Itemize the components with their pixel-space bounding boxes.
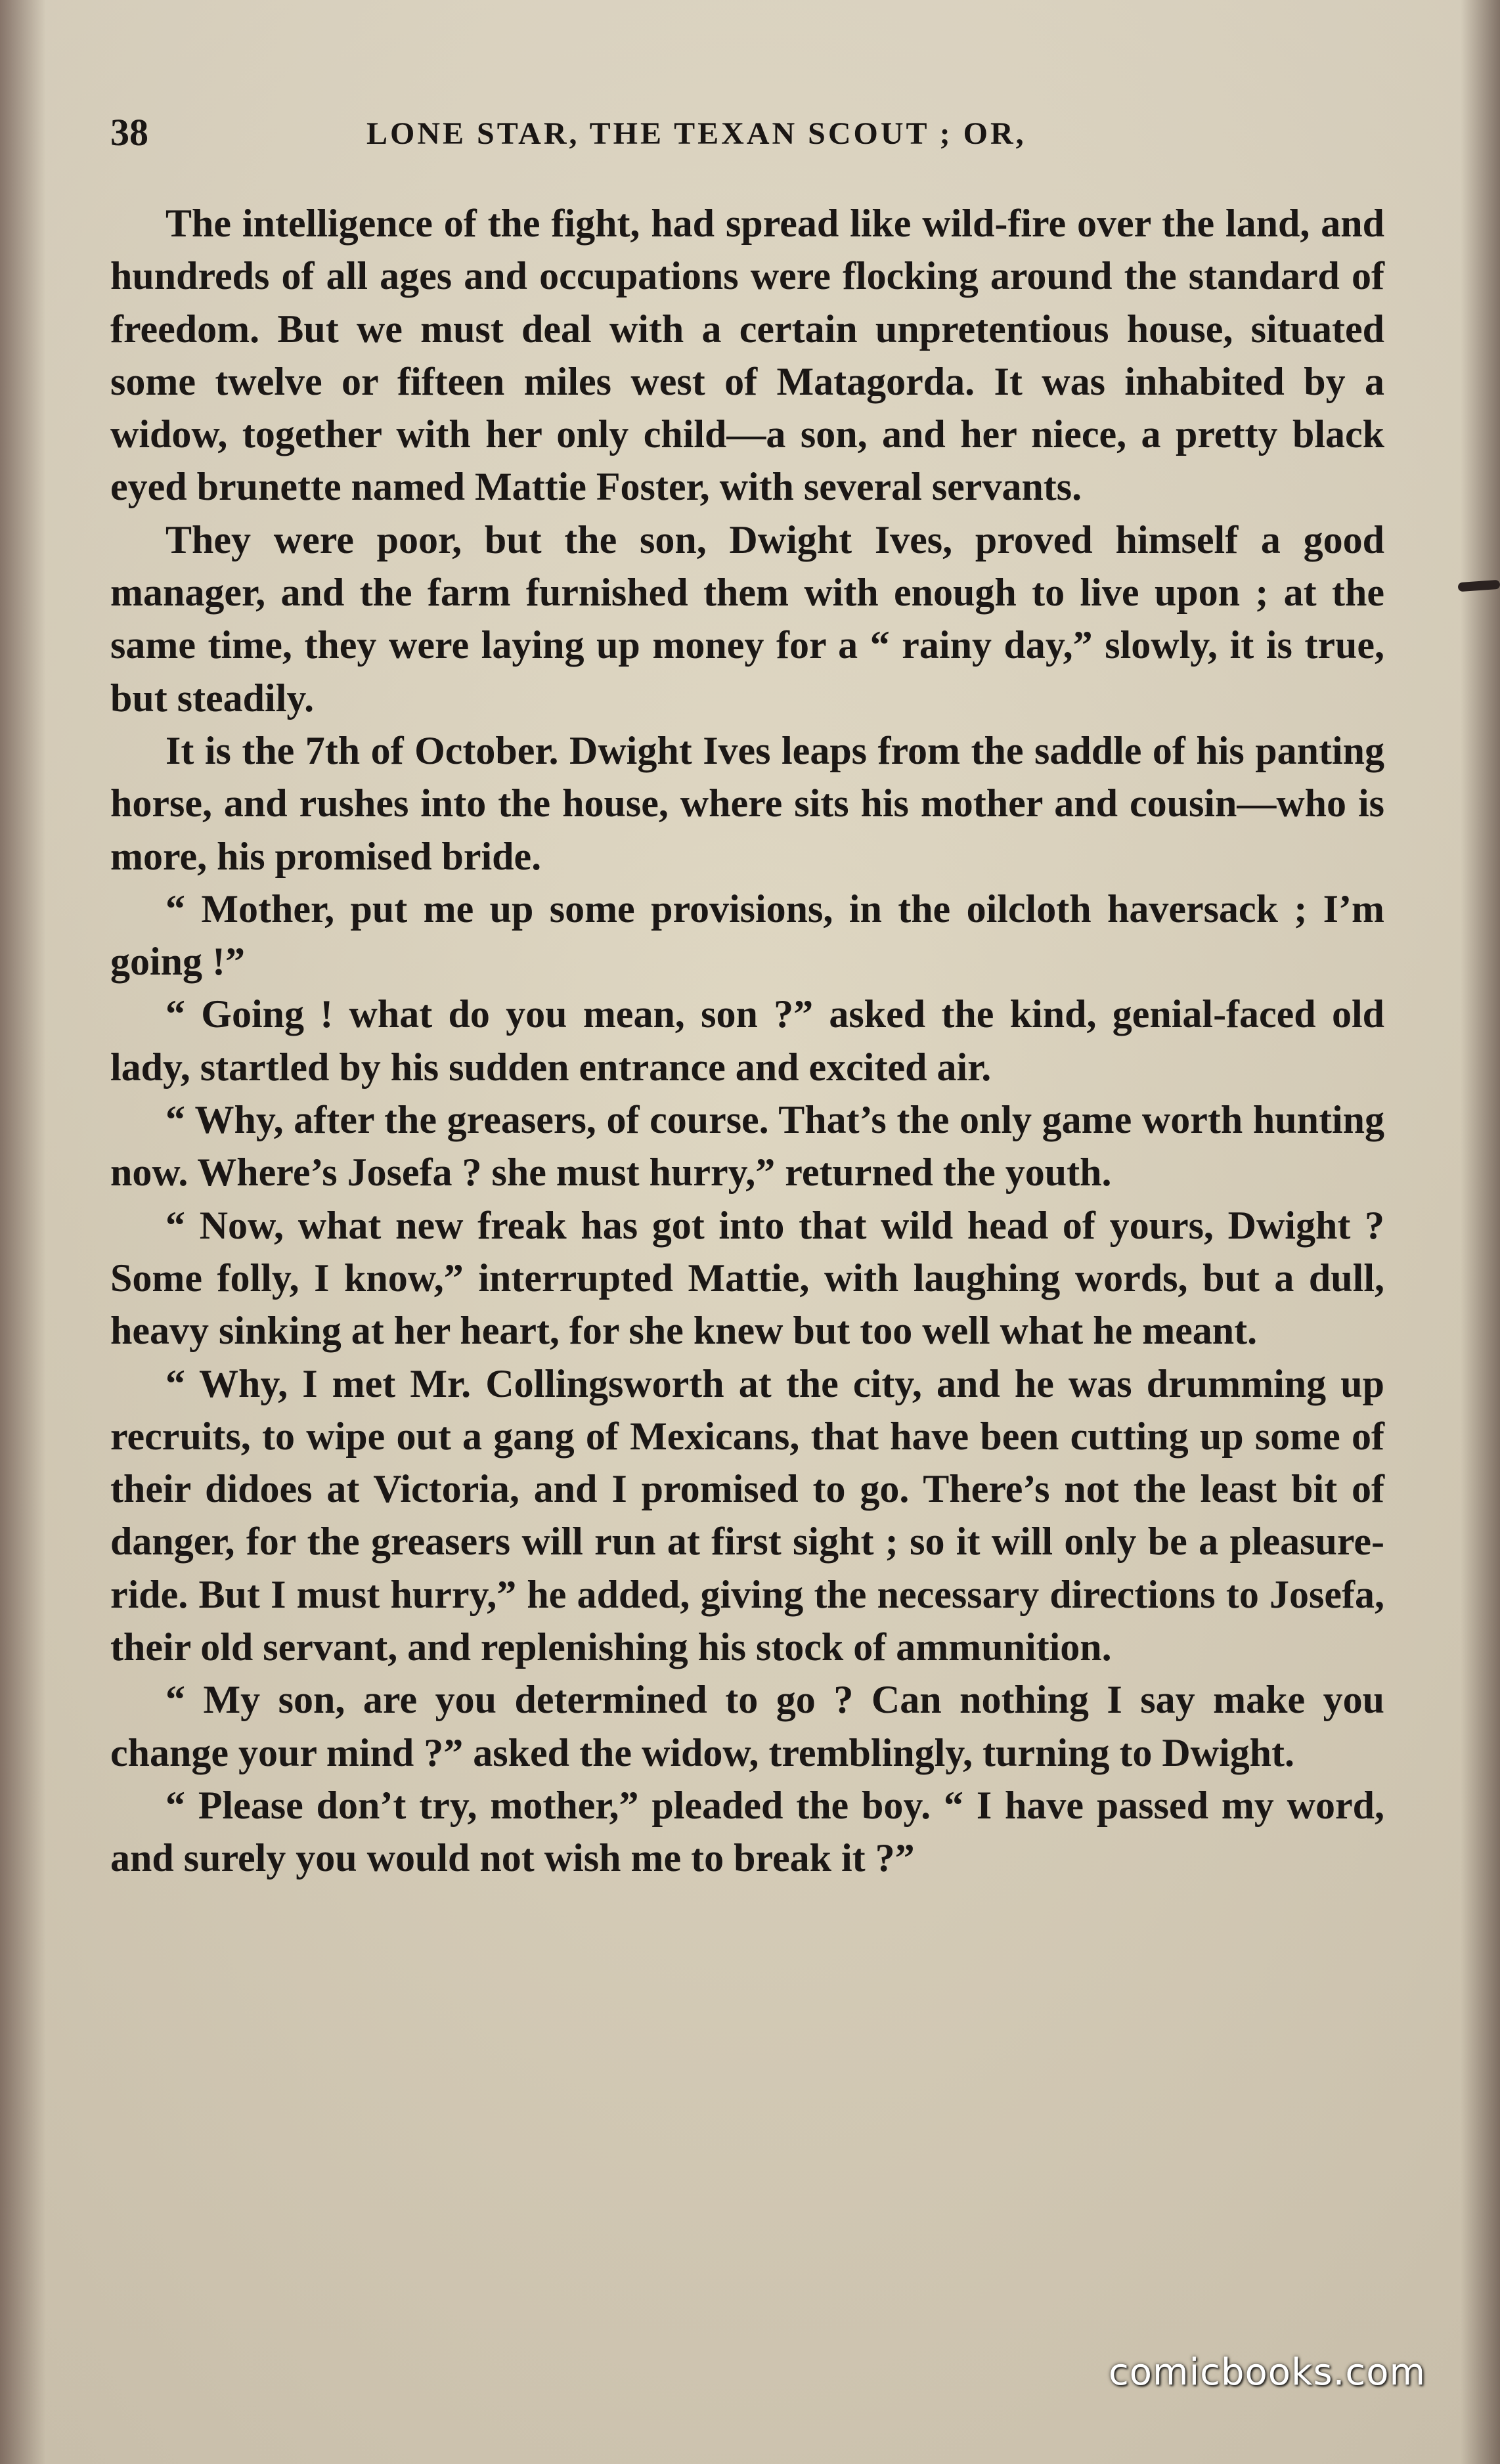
- paragraph: “ Why, I met Mr. Collingsworth at the city, and he was drumming up recruits, to wipe out a gang of Mexicans, that have been cutting up some of their didoes at Victoria, and I promised to go. There’s not the least bit of danger, for the greasers will run at first sight ; so it will only be a pleasure-ride. But I must hurry,” he added, giving the necessary directions to Josefa, their old servant, and replenishing his stock of ammunition.: [110, 1361, 1384, 1669]
- watermark-text: comicbooks.com: [1109, 2351, 1426, 2394]
- paragraph: “ My son, are you determined to go ? Can nothing I say make you change your mind ?” asked the widow, tremblingly, turning to Dwight.: [110, 1678, 1384, 1774]
- running-title: LONE STAR, THE TEXAN SCOUT ; OR,: [366, 116, 1026, 151]
- page-body: [110, 197, 1384, 1885]
- page-number: 38: [110, 111, 148, 154]
- page-edge-shadow-left: [0, 0, 46, 2464]
- paragraph: “ Mother, put me up some provisions, in the oilcloth haversack ; I’m going !”: [110, 887, 1384, 984]
- paragraph: They were poor, but the son, Dwight Ives, proved himself a good manager, and the farm furnished them with enough to live upon ; at the same time, they were laying up money for a “ rainy day,” slowly, it is true, but steadily.: [110, 517, 1384, 720]
- page-header: [110, 110, 1398, 169]
- paragraph: The intelligence of the fight, had spread like wild-fire over the land, and hundreds of all ages and occupations were flocking around the standard of freedom. But we must deal with a certain unpretentious house, situated some twelve or fifteen miles west of Matagorda. It was inhabited by a widow, together with her only child—a son, and her niece, a pretty black eyed brunette named Mattie Foster, with several servants.: [110, 202, 1384, 509]
- paragraph: “ Please don’t try, mother,” pleaded the boy. “ I have passed my word, and surely you would not wish me to break it ?”: [110, 1783, 1384, 1880]
- paragraph: “ Why, after the greasers, of course. That’s the only game worth hunting now. Where’s Josefa ? she must hurry,” returned the youth.: [110, 1098, 1384, 1195]
- paragraph: “ Going ! what do you mean, son ?” asked the kind, genial-faced old lady, startled by his sudden entrance and excited air.: [110, 992, 1384, 1089]
- page-edge-shadow-right: [1461, 0, 1500, 2464]
- paragraph: “ Now, what new freak has got into that wild head of yours, Dwight ? Some folly, I know,” interrupted Mattie, with laughing words, but a dull, heavy sinking at her heart, for she knew but too well what he meant.: [110, 1203, 1384, 1353]
- paragraph: It is the 7th of October. Dwight Ives leaps from the saddle of his panting horse, and rushes into the house, where sits his mother and cousin—who is more, his promised bride.: [110, 728, 1384, 878]
